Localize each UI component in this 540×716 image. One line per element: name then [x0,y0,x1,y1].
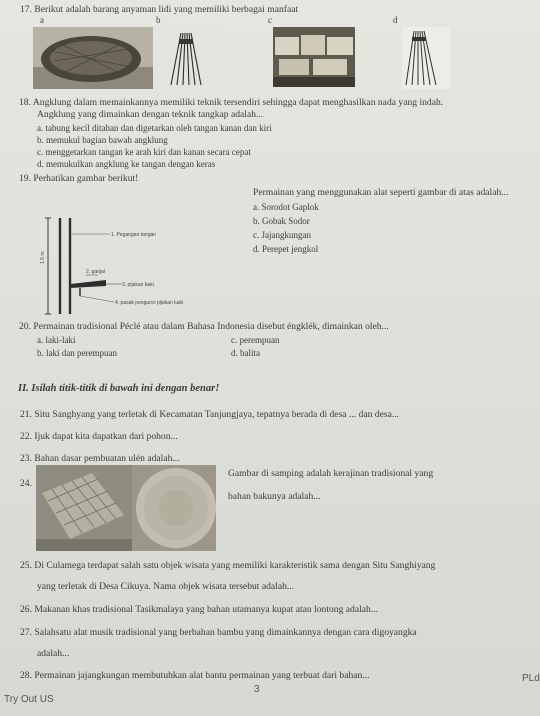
woven-mat-photo [36,465,132,551]
q25-line1: 25. Di Culamega terdapat salah satu objek wisata yang memiliki karakteristik sama dengan Situ Sanghiyang [20,560,436,571]
q23-text: 23. Bahan dasar pembuatan ulén adalah... [20,453,180,464]
q20-option-c: c. perempuan [231,335,280,345]
q24-number: 24. [20,478,32,489]
q19-stem: Permainan yang menggunakan alat seperti gambar di atas adalah... [253,187,509,198]
page-number: 3 [254,684,260,695]
q27-line2: adalah... [37,648,70,659]
q25-line2: yang terletak di Desa Cikuya. Nama objek wisata tersebut adalah... [37,581,295,592]
q18-option-b: b. memukul bagian bawah angklung [37,135,168,145]
q18-option-a: a. tabung kecil ditahan dan digetarkan oleh tangan kanan dan kiri [37,123,272,133]
stilts-diagram [40,212,210,320]
q18-option-c: c. menggetarkan tangan ke arah kiri dan kanan secara cepat [37,147,251,157]
q17-label-d: d [393,15,398,25]
section-2-title: II. Isilah titik-titik di bawah ini dengan benar! [18,383,220,394]
stilts-peg-label: 4. pasak pengunci pijakan kaki [115,300,184,306]
q17-label-c: c [268,15,272,25]
q24-line2: bahan bakunya adalah... [228,491,321,502]
q22-text: 22. Ijuk dapat kita dapatkan dari pohon... [20,431,178,442]
q20-option-d: d. balita [231,348,260,358]
q19-option-b: b. Gobak Sodor [253,216,310,226]
q19-option-a: a. Sorodot Gaplok [253,202,319,212]
q28-text: 28. Permainan jajangkungan membutuhkan alat bantu permainan yang terbuat dari bahan... [20,670,370,681]
q19-option-d: d. Perepet jengkol [253,244,319,254]
woven-bags-photo [273,27,355,87]
q18-text: 18. Angklung dalam memainkannya memiliki teknik tersendiri sehingga dapat menghasilkan nada yang indah. [19,97,444,108]
stilts-height-label: 1.5 m [40,251,46,264]
corner-mark: PLd [522,673,540,684]
q20-option-b: b. laki dan perempuan [37,348,117,358]
stilts-handle-label: 1. Pegangan tangan [111,232,157,238]
q17-label-a: a [40,15,44,25]
q20-option-a: a. laki-laki [37,335,76,345]
q20-text: 20. Permainan tradisional Péclé atau dalam Bahasa Indonesia disebut éngklék, dimainkan oleh... [19,321,389,332]
q19-option-c: c. Jajangkungan [253,230,311,240]
try-out-label: Try Out US [4,694,54,705]
stilts-wedge-label: 2. ganjal [86,269,105,275]
q17-text: 17. Berikut adalah barang anyaman lidi yang memiliki berbagai manfaat [20,4,299,15]
q26-text: 26. Makanan khas tradisional Tasikmalaya yang bahan utamanya kupat atau lontong adalah... [20,604,379,615]
q18-option-d: d. memukulkan angklung ke tangan dengan keras [37,159,216,169]
broom-photo [163,27,221,91]
q27-line1: 27. Salahsatu alat musik tradisional yang berbahan bambu yang dimainkannya dengan cara digoyangka [20,627,417,638]
q17-label-b: b [156,15,161,25]
stilts-footrest-label: 3. pijakan kaki [122,282,154,288]
stick-broom-photo [402,27,450,89]
woven-tray-photo [33,27,153,89]
q19-text: 19. Perhatikan gambar berikut! [19,173,139,184]
q21-text: 21. Situ Sanghyang yang terletak di Kecamatan Tanjungjaya, tepatnya berada di desa ... dan desa... [20,409,400,420]
round-basket-photo [132,465,216,551]
q24-line1: Gambar di samping adalah kerajinan tradisional yang [228,468,434,479]
q18-stem: Angklung yang dimainkan dengan teknik tangkap adalah... [37,109,264,120]
